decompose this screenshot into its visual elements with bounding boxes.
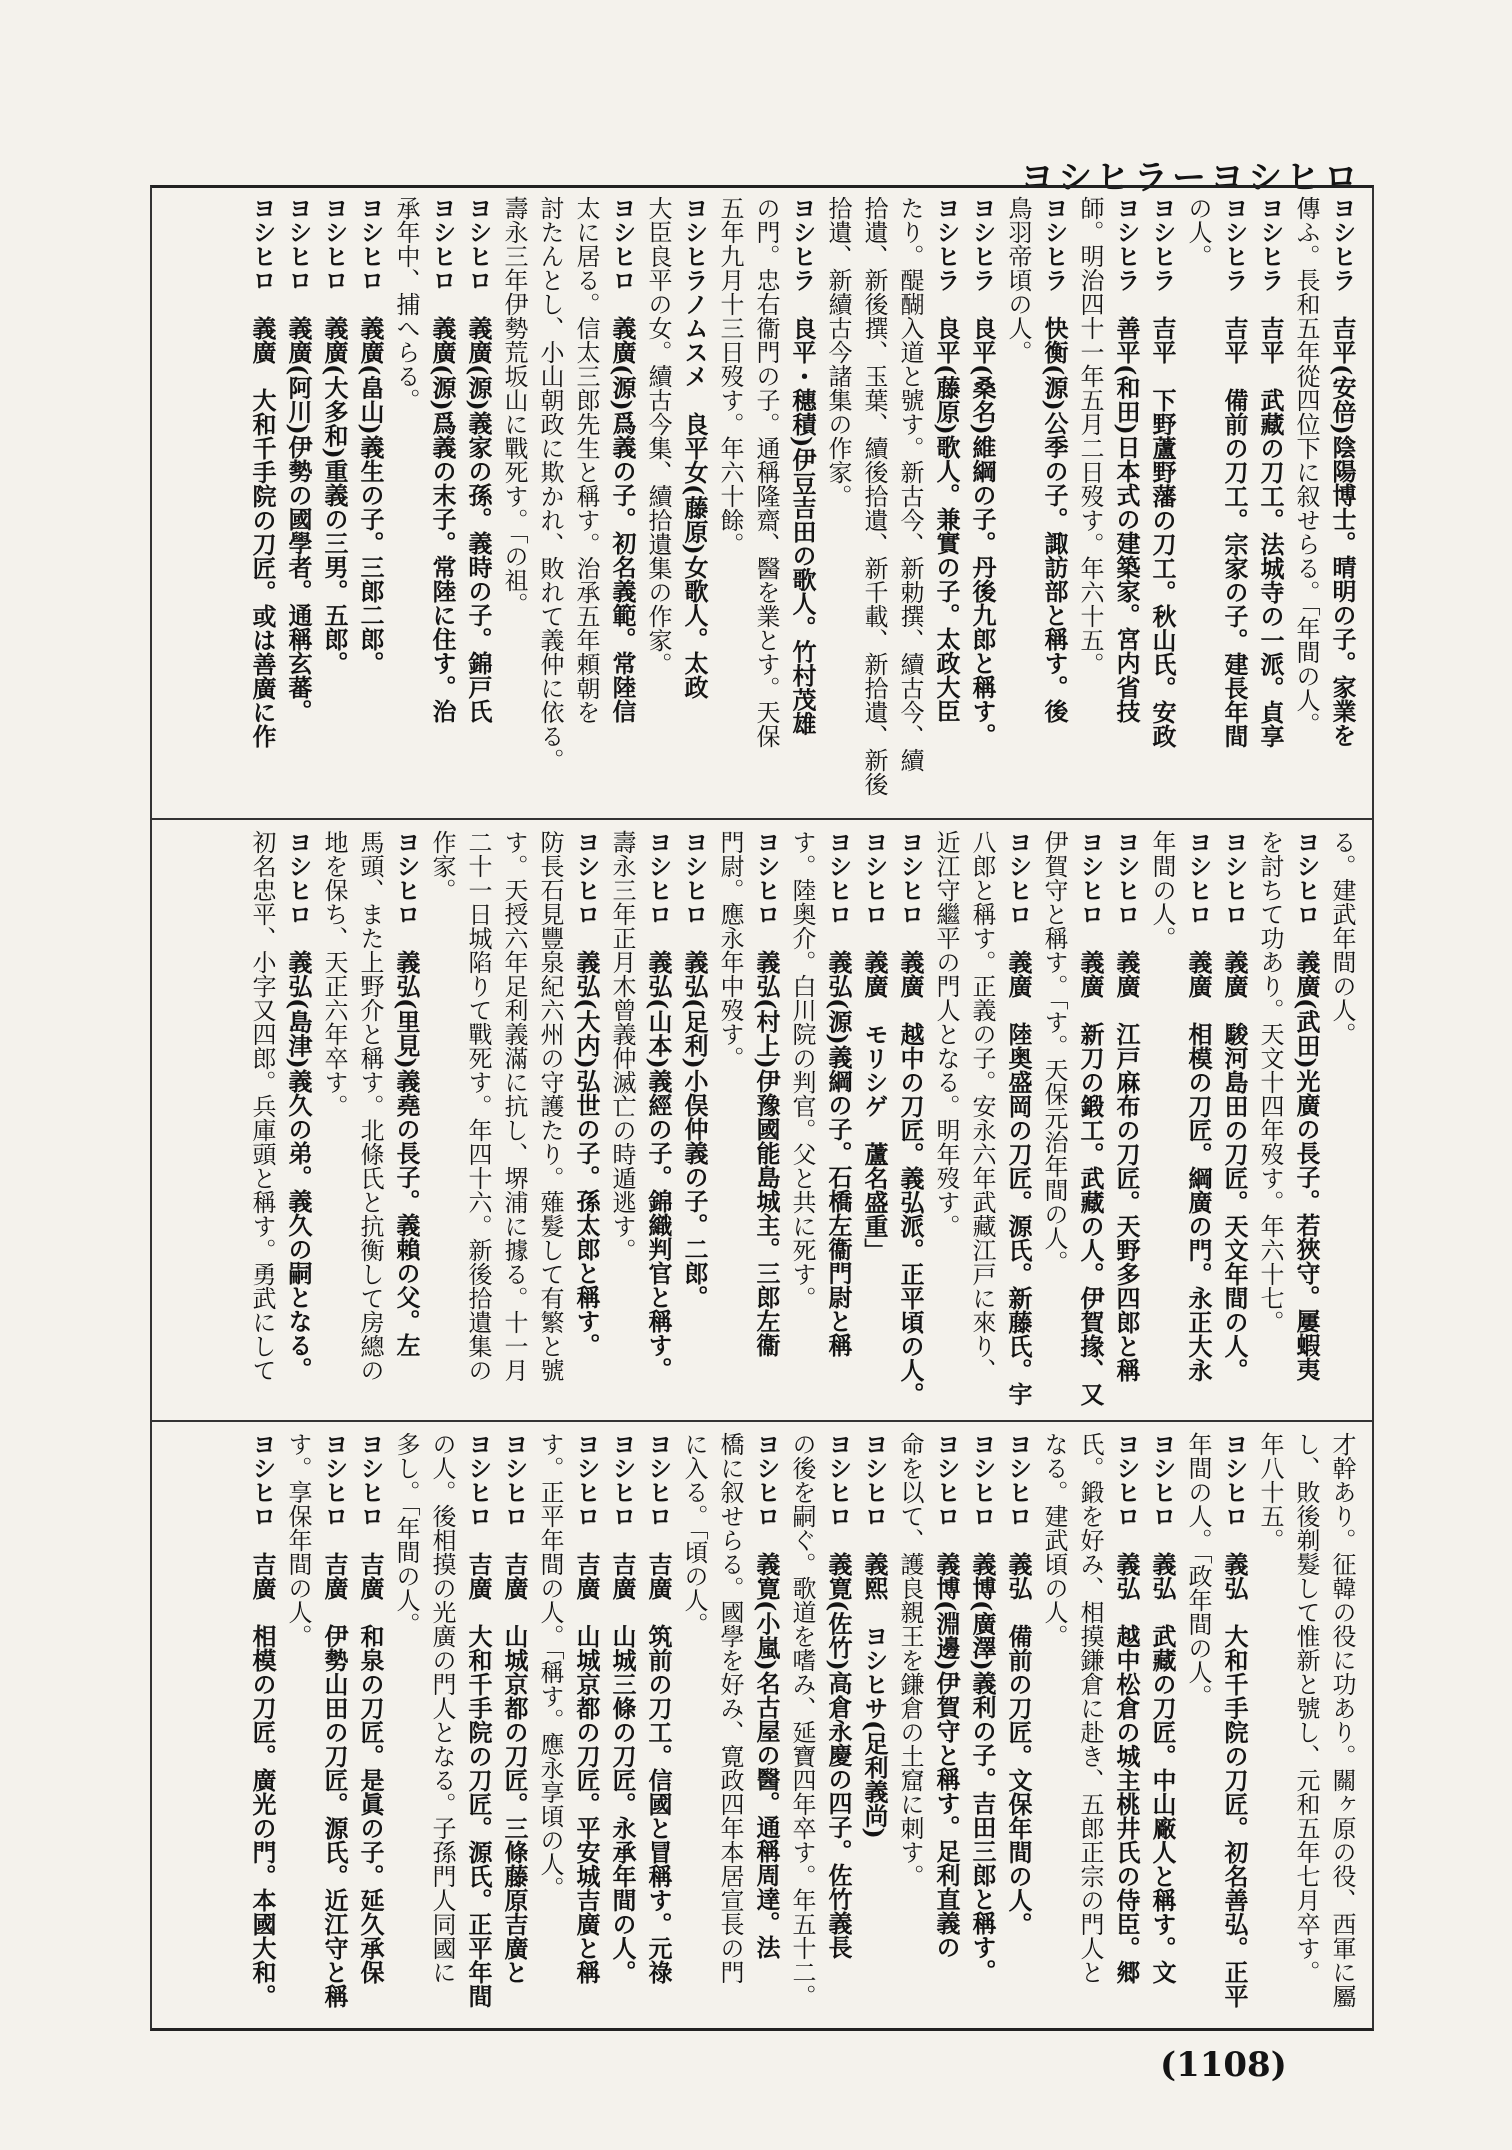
text-column: ヨシヒロ 義廣 新刀の鍛工。武藏の人。伊賀掾、又: [1076, 830, 1105, 1406]
text-column: ヨシヒロ 義廣 駿河島田の刀匠。天文年間の人。: [1220, 830, 1249, 1382]
text-column: ヨシヒロ 義廣(源)爲義の末子。常陸に住す。治: [428, 196, 457, 723]
text-column: ヨシヒロ 義弘(里見)義堯の長子。義賴の父。左: [392, 830, 421, 1357]
text-column: ヨシヒロ 義廣(阿川)伊勢の國學者。通稱玄蕃。: [284, 196, 313, 723]
text-column: ヨシヒロ 義弘(村上)伊豫國能島城主。三郎左衞: [752, 830, 781, 1357]
text-column: 太に居る。信太三郎先生と稱す。治承五年頼朝を: [572, 196, 600, 724]
text-column: ヨシヒロ 義弘(足利)小俣仲義の子。二郎。: [680, 830, 709, 1309]
text-column: す。享保年間の人。: [284, 1432, 312, 1648]
text-column: 鳥羽帝頃の人。: [1004, 196, 1032, 364]
text-column: し、敗後剃髮して惟新と號し、元和五年七月卒す。: [1292, 1432, 1320, 1984]
text-column: ヨシヒロ 義寛(小嵐)名古屋の醫。通稱周達。法: [752, 1432, 781, 1959]
text-column: ヨシヒロ 義弘(大内)弘世の子。孫太郎と稱す。: [572, 830, 601, 1357]
text-column: 防長石見豐泉紀六州の守護たり。薙髮して有繁と號: [536, 830, 564, 1382]
text-column: ヨシヒロ 義廣(源)爲義の子。初名義範。常陸信: [608, 196, 637, 723]
text-column: ヨシヒロ 義廣(源)義家の孫。義時の子。錦戸氏: [464, 196, 493, 723]
text-column: 拾遺、新續古今諸集の作家。: [824, 196, 852, 508]
text-column: 年八十五。: [1256, 1432, 1284, 1552]
text-band-2: [152, 822, 1372, 1422]
text-column: 伊賀守と稱す。「す。天保元治年間の人。: [1040, 830, 1068, 1274]
text-column: ヨシヒロ 吉廣 山城京都の刀匠。三條藤原吉廣と: [500, 1432, 529, 1984]
text-column: 馬頭、また上野介と稱す。北條氏と抗衡して房總の: [356, 830, 384, 1382]
text-column: ヨシヒロ 義弘 越中松倉の城主桃井氏の侍臣。郷: [1112, 1432, 1141, 1984]
text-column: ヨシヒロ 義弘(源)義綱の子。石橋左衞門尉と稱: [824, 830, 853, 1357]
text-column: 五年九月十三日歿す。年六十餘。: [716, 196, 744, 556]
text-column: ヨシヒラ 良平・穗積)伊豆吉田の歌人。竹村茂雄: [788, 196, 817, 736]
text-column: ヨシヒロ 義廣 越中の刀匠。義弘派。正平頃の人。: [896, 830, 925, 1406]
text-column: 命を以て、護良親王を鎌倉の土窟に刺す。: [896, 1432, 924, 1888]
text-column: ヨシヒロ 義寛(佐竹)高倉永慶の四子。佐竹義長: [824, 1432, 853, 1959]
text-column: ヨシヒロ 吉廣 大和千手院の刀匠。源氏。正平年間: [464, 1432, 493, 2008]
text-column: に入る。「頃の人。: [680, 1432, 708, 1636]
text-column: ヨシヒロ 義廣(畠山)義生の子。三郎二郎。: [356, 196, 385, 675]
text-frame: [150, 185, 1374, 2031]
text-column: 八郎と稱す。正義の子。安永六年武藏江戸に來り、: [968, 830, 996, 1382]
text-column: の人。後相摸の光廣の門人となる。子孫門人同國に: [428, 1432, 456, 1984]
text-column: 才幹あり。征韓の役に功あり。關ヶ原の役、西軍に屬: [1328, 1432, 1356, 2008]
text-column: ヨシヒロ 吉廣 和泉の刀匠。是眞の子。延久承保: [356, 1432, 385, 1984]
text-column: を討ちて功あり。天文十四年歿す。年六十七。: [1256, 830, 1284, 1334]
text-column: ヨシヒロ 義廣 陸奥盛岡の刀匠。源氏。新藤氏。宇: [1004, 830, 1033, 1406]
text-column: ヨシヒロ 義弘(山本)義經の子。錦織判官と稱す。: [644, 830, 673, 1381]
text-column: ヨシヒロ 義廣(武田)光廣の長子。若狹守。屢蝦夷: [1292, 830, 1321, 1381]
text-column: 師。明治四十一年五月二日歿す。年六十五。: [1076, 196, 1104, 676]
text-column: ヨシヒラ 良平(藤原)歌人。兼實の子。太政大臣: [932, 196, 961, 723]
text-column: す。陸奥介。白川院の判官。父と共に死す。: [788, 830, 816, 1310]
text-column: の後を嗣ぐ。歌道を嗜み、延寶四年卒す。年五十二。: [788, 1432, 816, 2008]
text-column: ヨシヒラ 善平(和田)日本式の建築家。宮内省技: [1112, 196, 1141, 723]
text-column: 年間の人。「政年間の人。: [1184, 1432, 1212, 1708]
text-column: 大臣良平の女。續古今集、續拾遺集の作家。: [644, 196, 672, 676]
text-column: ヨシヒロ 義廣(大多和)重義の三男。五郎。: [320, 196, 349, 675]
text-column: 門尉。應永年中歿す。: [716, 830, 744, 1070]
text-column: 壽永三年正月木曾義仲滅亡の時遁逃す。: [608, 830, 636, 1262]
text-column: ヨシヒロ 義博(廣澤)義利の子。吉田三郎と稱す。: [968, 1432, 997, 1983]
text-column: 初名忠平、小字又四郎。兵庫頭と稱す。勇武にして: [248, 830, 276, 1382]
text-column: 橋に叙せらる。國學を好み、寛政四年本居宣長の門: [716, 1432, 744, 1984]
text-column: 多し。「年間の人。: [392, 1432, 420, 1636]
text-column: ヨシヒラ 吉平(安倍)陰陽博士。晴明の子。家業を: [1328, 196, 1357, 747]
text-column: 壽永三年伊勢荒坂山に戰死す。「の祖。: [500, 196, 528, 616]
text-column: ヨシヒロ 義弘(島津)義久の弟。義久の嗣となる。: [284, 830, 313, 1381]
page-header: ヨシヒラーヨシヒロ: [1020, 158, 1362, 198]
text-column: ヨシヒラ 吉平 備前の刀工。宗家の子。建長年間: [1220, 196, 1249, 748]
text-column: ヨシヒロ 吉廣 相模の刀匠。廣光の門。本國大和。: [248, 1432, 277, 2008]
text-column: ヨシヒロ 義熙 ヨシヒサ(足利義尚): [860, 1432, 889, 1839]
text-column: ヨシヒロ 義弘 備前の刀匠。文保年間の人。: [1004, 1432, 1033, 1936]
text-column: 近江守繼平の門人となる。明年歿す。: [932, 830, 960, 1238]
text-column: ヨシヒロ 吉廣 山城京都の刀匠。平安城吉廣と稱: [572, 1432, 601, 1984]
text-column: ヨシヒロ 吉廣 山城三條の刀匠。永承年間の人。: [608, 1432, 637, 1984]
text-column: 年間の人。: [1148, 830, 1176, 950]
text-column: す。天授六年足利義滿に抗し、堺浦に據る。十一月: [500, 830, 528, 1382]
text-column: ヨシヒロ 義廣 大和千手院の刀匠。或は善廣に作: [248, 196, 277, 748]
text-column: す。正平年間の人。「稱す。應永享頃の人。: [536, 1432, 564, 1900]
text-column: ヨシヒロ 吉廣 筑前の刀工。信國と冒稱す。元祿: [644, 1432, 673, 1984]
text-column: の人。: [1184, 196, 1212, 268]
text-column: る。建武年間の人。: [1328, 830, 1356, 1046]
text-column: ヨシヒロ 義弘 武藏の刀匠。中山廠人と稱す。文: [1148, 1432, 1177, 1984]
text-column: なる。建武頃の人。: [1040, 1432, 1068, 1648]
text-column: ヨシヒラ 吉平 武藏の刀工。法城寺の一派。貞享: [1256, 196, 1285, 748]
text-column: ヨシヒロ 義弘 大和千手院の刀匠。初名善弘。正平: [1220, 1432, 1249, 2008]
text-column: ヨシヒロ 義廣 江戸麻布の刀匠。天野多四郎と稱: [1112, 830, 1141, 1382]
text-column: 拾遺、新後撰、玉葉、續後拾遺、新千載、新拾遺、新後: [860, 196, 888, 796]
text-column: 作家。: [428, 830, 456, 902]
text-column: ヨシヒラ 吉平 下野蘆野藩の刀工。秋山氏。安政: [1148, 196, 1177, 748]
text-column: ヨシヒロ 義博(淵邊)伊賀守と稱す。足利直義の: [932, 1432, 961, 1959]
text-column: 傳ふ。長和五年從四位下に叙せらる。「年間の人。: [1292, 196, 1320, 736]
text-column: 地を保ち、天正六年卒す。: [320, 830, 348, 1118]
text-column: ヨシヒラ 良平(桑名)維綱の子。丹後九郎と稱す。: [968, 196, 997, 747]
text-column: 二十一日城陷りて戰死す。年四十六。新後拾遺集の: [464, 830, 492, 1382]
page-number: (1108): [1160, 2045, 1287, 2085]
text-column: 氏。鍛を好み、相摸鎌倉に赴き、五郎正宗の門人と: [1076, 1432, 1104, 1984]
text-band-3: [152, 1424, 1372, 2024]
text-band-1: [152, 188, 1372, 820]
text-column: 承年中、捕へらる。: [392, 196, 420, 412]
text-column: ヨシヒロ 義廣 相模の刀匠。綱廣の門。永正大永: [1184, 830, 1213, 1382]
text-column: の門。忠右衞門の子。通稱隆齋、醫を業とす。天保: [752, 196, 780, 748]
text-column: ヨシヒロ 義廣 モリシゲ 蘆名盛重」: [860, 830, 889, 1262]
text-column: 討たんとし、小山朝政に欺かれ、敗れて義仲に依る。: [536, 196, 564, 772]
text-column: たり。醍醐入道と號す。新古今、新勅撰、續古今、續: [896, 196, 924, 772]
text-column: ヨシヒロ 吉廣 伊勢山田の刀匠。源氏。近江守と稱: [320, 1432, 349, 2008]
text-column: ヨシヒラノムスメ 良平女(藤原)女歌人。太政: [680, 196, 709, 699]
text-column: ヨシヒラ 快衡(源)公季の子。諏訪部と稱す。後: [1040, 196, 1069, 723]
